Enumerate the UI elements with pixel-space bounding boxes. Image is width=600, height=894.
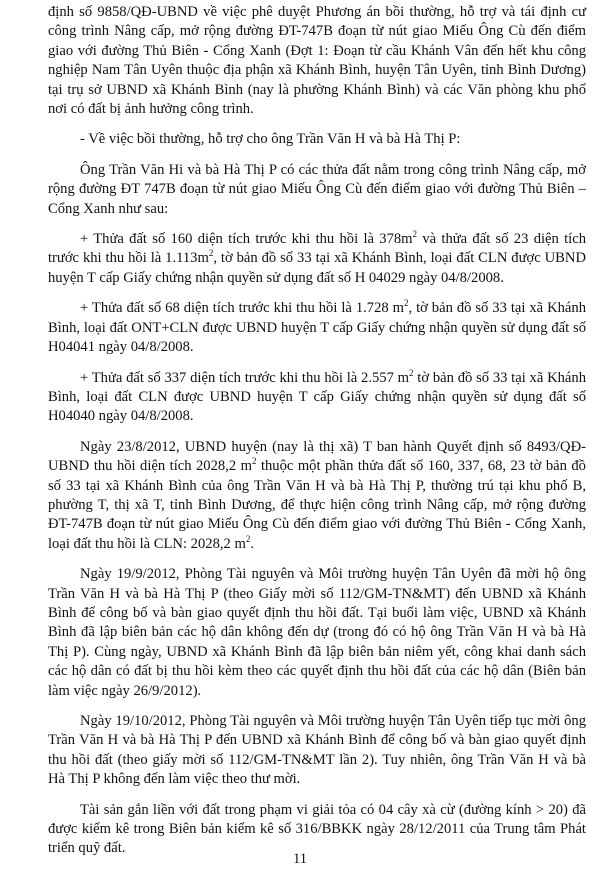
- text-segment: , tờ bản đồ số 33 tại xã Khánh Bình, loại đất CLN được UBND huyện T cấp Giấy chứng nhận quyền sử dụng đất số H 04029 ngày 04/8/2008.: [48, 250, 586, 286]
- text-segment: tờ bản đồ số 33 tại xã Khánh Bình, loại đất CLN được UBND huyện T cấp Giấy chứng nhận quyền sử dụng đất số H04040 ngày 04/8/2008.: [48, 369, 586, 425]
- paragraph-assets-inventory: Tài sản gắn liền với đất trong phạm vi giải tỏa có 04 cây xà cừ (đường kính > 20) đã được kiểm kê trong Biên bản kiểm kê số 316/BBKK ngày 28/12/2011 của Trung tâm Phát triển quỹ đất.: [48, 801, 586, 857]
- text-segment: + Thửa đất số 160 diện tích trước khi thu hồi là 378m: [80, 231, 413, 248]
- text-segment: + Thửa đất số 337 diện tích trước khi thu hồi là 2.557 m: [80, 369, 410, 386]
- paragraph-parcel-160-23: [48, 230, 586, 288]
- superscript-two: 2: [251, 456, 257, 467]
- superscript-two: 2: [403, 298, 409, 309]
- paragraph-meeting-19-10-2012: Ngày 19/10/2012, Phòng Tài nguyên và Môi trường huyện Tân Uyên tiếp tục mời ông Trần Văn H và bà Hà Thị P đến UBND xã Khánh Bình để công bố và bàn giao quyết định thu hồi đất (theo giấy mời số 112/GM-TN&MT lần 2). Tuy nhiên, ông Trần Văn H và bà Hà Thị P không đến làm việc theo thư mời.: [48, 713, 586, 788]
- paragraph-meeting-19-9-2012: Ngày 19/9/2012, Phòng Tài nguyên và Môi trường huyện Tân Uyên đã mời hộ ông Trần Văn H và bà Hà Thị P (theo Giấy mời số 112/GM-TN&MT) đến UBND xã Khánh Bình để công bố và bàn giao quyết định thu hồi đất. Tại buổi làm việc, UBND xã Khánh Bình đã lập biên bản các hộ dân không đến dự (trong đó có hộ ông Trần Văn H và bà Hà Thị P). Cùng ngày, UBND xã Khánh Bình đã lập biên bản niêm yết, công khai danh sách các hộ dân có đất bị thu hồi kèm theo các quyết định thu hồi đất của các hộ dân (Biên bản làm việc ngày 26/9/2012).: [48, 566, 586, 699]
- text-segment: thuộc một phần thửa đất số 160, 337, 68, 23 tờ bản đồ số 33 tại xã Khánh Bình của ông Trần Văn H và bà Hà Thị P, thường trú tại khu phố B, phường T, thị xã T, tỉnh Bình Dương, để thực hiện công trình Nâng cấp, mở rộng đường ĐT-747B đoạn từ nút giao Miếu Ông Cù đến điểm giao với đường Thủ Biên - Cổng Xanh, loại đất thu hồi là CLN: 2028,2 m: [48, 458, 586, 552]
- paragraph-section-heading: - Về việc bồi thường, hỗ trợ cho ông Trần Văn H và bà Hà Thị P:: [80, 131, 461, 148]
- superscript-two: 2: [208, 248, 214, 259]
- paragraph-decision-9858: định số 9858/QĐ-UBND về việc phê duyệt Phương án bồi thường, hỗ trợ và tái định cư công trình Nâng cấp, mở rộng đường ĐT-747B đoạn từ nút giao Miếu Ông Cù đến điểm giao với đường Thủ Biên - Cổng Xanh (Đợt 1: Đoạn từ cầu Khánh Vân đến hết khu công nghiệp Nam Tân Uyên thuộc địa phận xã Khánh Bình, huyện Tân Uyên, tỉnh Bình Dương) tại trụ sở UBND xã Khánh Bình (nay là phường Khánh Bình) và các Văn phòng khu phố nơi có đất bị ảnh hưởng công trình.: [48, 4, 586, 118]
- text-segment: + Thửa đất số 68 diện tích trước khi thu hồi là 1.728 m: [80, 300, 404, 317]
- document-page: [0, 3, 600, 894]
- paragraph-decision-8493: [48, 438, 586, 554]
- paragraph-parcel-337: [48, 369, 586, 427]
- text-segment: .: [250, 535, 254, 552]
- text-segment: Ngày 23/8/2012, UBND huyện (nay là thị xã) T ban hành Quyết định số 8493/QĐ-UBND thu hồi diện tích 2028,2 m: [48, 438, 586, 475]
- superscript-two: 2: [409, 367, 414, 378]
- paragraph-parcel-68: [48, 299, 586, 357]
- text-segment: và thửa đất số 23 diện tích trước khi thu hồi là 1.113m: [48, 231, 586, 267]
- superscript-two: 2: [412, 229, 418, 240]
- page-number: 11: [292, 851, 308, 867]
- paragraph-land-parcels-intro: Ông Trần Văn Hi và bà Hà Thị P có các thửa đất nằm trong công trình Nâng cấp, mở rộng đường ĐT 747B đoạn từ nút giao Miếu Ông Cù đến điểm giao với đường Thủ Biên – Cổng Xanh như sau:: [48, 161, 586, 217]
- text-segment: , tờ bản đồ số 33 tại xã Khánh Bình, loại đất ONT+CLN được UBND huyện T cấp Giấy chứng nhận quyền sử dụng đất số H04041 ngày 04/8/2008.: [48, 300, 586, 356]
- superscript-two: 2: [245, 533, 251, 544]
